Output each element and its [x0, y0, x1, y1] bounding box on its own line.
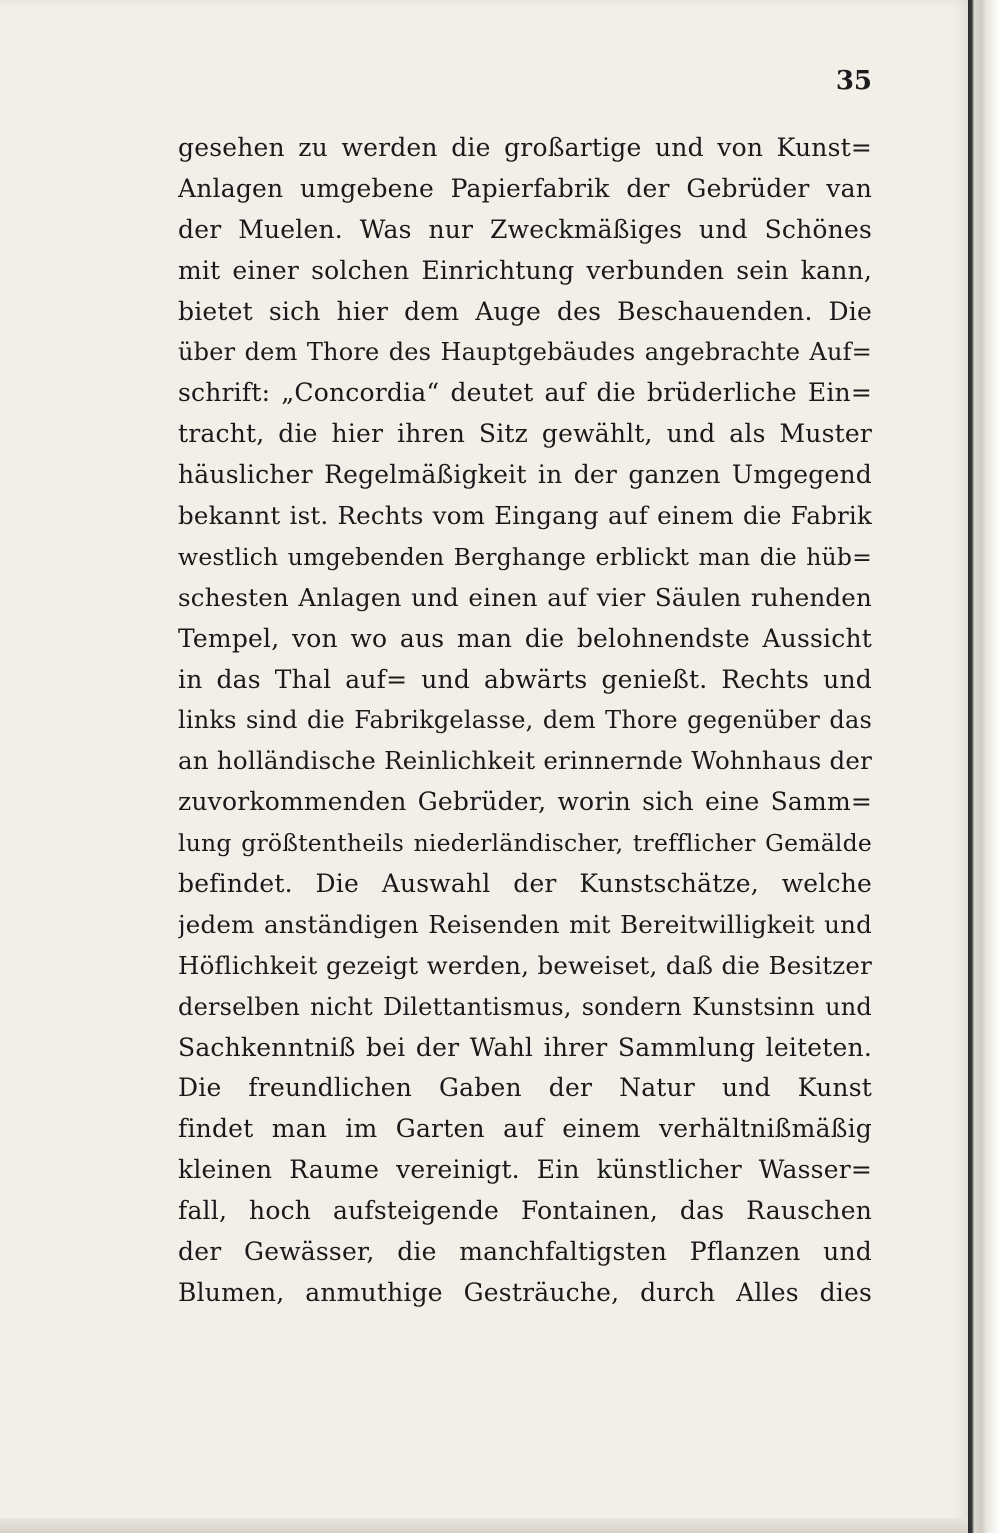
page-number: 35	[835, 66, 872, 96]
page-edge-right	[968, 0, 1000, 1533]
text-line: westlich umgebenden Berghange erblickt man die hüb=	[178, 542, 872, 571]
text-line: lung größtentheils niederländischer, trefflicher Gemälde	[178, 829, 872, 858]
text-line: bekannt ist. Rechts vom Eingang auf einem die Fabrik	[178, 501, 872, 531]
text-line: Anlagen umgebene Papierfabrik der Gebrüder van	[178, 173, 872, 203]
text-line: häuslicher Regelmäßigkeit in der ganzen Umgegend	[178, 460, 872, 490]
text-line: tracht, die hier ihren Sitz gewählt, und als Muster	[178, 419, 872, 449]
text-line: zuvorkommenden Gebrüder, worin sich eine Samm=	[178, 787, 872, 817]
text-line: über dem Thore des Hauptgebäudes angebrachte Auf=	[178, 338, 872, 367]
text-line: an holländische Reinlichkeit erinnernde Wohnhaus der	[178, 746, 872, 776]
text-line: derselben nicht Dilettantismus, sondern Kunstsinn und	[178, 992, 872, 1021]
text-line: bietet sich hier dem Auge des Beschauenden. Die	[178, 296, 872, 326]
text-line: der Muelen. Was nur Zweckmäßiges und Schönes	[178, 214, 872, 244]
text-line: Blumen, anmuthige Gesträuche, durch Alles dies	[178, 1277, 872, 1307]
page-edge-bottom	[0, 1518, 968, 1533]
text-line: Sachkenntniß bei der Wahl ihrer Sammlung leiteten.	[178, 1032, 872, 1062]
text-line: fall, hoch aufsteigende Fontainen, das Rauschen	[178, 1196, 872, 1226]
text-line: findet man im Garten auf einem verhältnißmäßig	[178, 1114, 872, 1144]
text-line: kleinen Raume vereinigt. Ein künstlicher Wasser=	[178, 1155, 872, 1185]
text-line: gesehen zu werden die großartige und von Kunst=	[178, 133, 872, 162]
text-line: schesten Anlagen und einen auf vier Säulen ruhenden	[178, 582, 872, 612]
text-line: links sind die Fabrikgelasse, dem Thore gegenüber das	[178, 706, 872, 735]
text-line: der Gewässer, die manchfaltigsten Pflanzen und	[178, 1237, 872, 1267]
text-line: schrift: „Concordia“ deutet auf die brüderliche Ein=	[178, 378, 872, 408]
text-line: mit einer solchen Einrichtung verbunden sein kann,	[178, 255, 872, 285]
text-line: in das Thal auf= und abwärts genießt. Rechts und	[178, 664, 872, 694]
body-text	[178, 128, 872, 1314]
text-line: jedem anständigen Reisenden mit Bereitwilligkeit und	[178, 909, 872, 939]
text-line: befindet. Die Auswahl der Kunstschätze, welche	[178, 869, 872, 899]
text-line: Höflichkeit gezeigt werden, beweiset, daß die Besitzer	[178, 950, 872, 980]
text-line: Die freundlichen Gaben der Natur und Kunst	[178, 1073, 872, 1103]
text-line: Tempel, von wo aus man die belohnendste Aussicht	[178, 623, 872, 653]
